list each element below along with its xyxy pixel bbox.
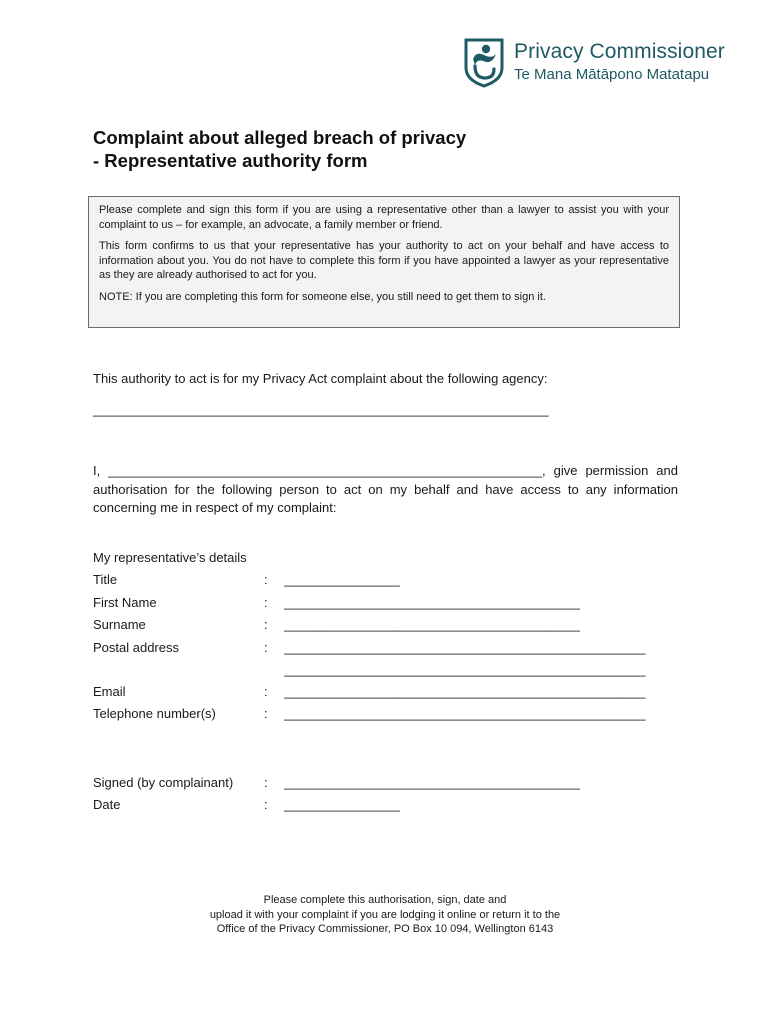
footer-instructions [0, 893, 770, 937]
surname-label: Surname [93, 617, 146, 632]
title-line-2: - Representative authority form [93, 150, 368, 171]
signed-colon: : [264, 775, 268, 790]
instructions-paragraph-2: This form confirms to us that your representative has your authority to act on your behalf and have access to information about you. You do not have to complete this form if you have appointed a lawyer as your representative as they are already authorised to act for you. [99, 240, 669, 281]
footer-line-3: Office of the Privacy Commissioner, PO Box 10 094, Wellington 6143 [216, 923, 554, 935]
agency-input-line[interactable]: _______________________________________________________________ [93, 402, 549, 417]
telephone-field-line[interactable]: __________________________________________________ [284, 706, 646, 721]
instructions-paragraph-1: Please complete and sign this form if you are using a representative other than a lawyer to assist you with your complaint to us – for example, an advocate, a family member or friend. [99, 204, 669, 231]
telephone-label: Telephone number(s) [93, 706, 216, 721]
date-label: Date [93, 797, 121, 812]
page-title [93, 126, 466, 172]
signature-field-line[interactable]: _________________________________________ [284, 775, 581, 790]
authorisation-text: , give permission and authorisation for the following person to act on my behalf and have access to any information concerning me in respect of my complaint: [93, 463, 678, 515]
title-label: Title [93, 572, 118, 587]
signed-label: Signed (by complainant) [93, 775, 234, 790]
postal-address-field-line-2[interactable]: __________________________________________________ [284, 662, 646, 677]
postal-address-colon: : [264, 640, 268, 655]
title-field-line[interactable]: ________________ [284, 572, 400, 587]
authorisation-prefix: I, [93, 463, 101, 478]
footer-line-2: upload it with your complaint if you are lodging it online or return it to the [209, 908, 561, 921]
first-name-field-line[interactable]: _________________________________________ [284, 595, 581, 610]
footer-line-1: Please complete this authorisation, sign, date and [263, 894, 507, 906]
postal-address-label: Postal address [93, 640, 179, 655]
instructions-note: NOTE: If you are completing this form for someone else, you still need to get them to sign it. [99, 290, 546, 303]
representative-heading: My representative’s details [93, 550, 247, 565]
postal-address-field-line-1[interactable]: __________________________________________________ [284, 640, 646, 655]
instructions-box [88, 196, 680, 328]
first-name-label: First Name [93, 595, 157, 610]
email-field-line[interactable]: __________________________________________________ [284, 684, 646, 699]
org-subtitle: Te Mana Mātāpono Matatapu [514, 66, 710, 83]
complainant-name-line[interactable]: ____________________________________________________________ [108, 463, 543, 478]
first-name-colon: : [264, 595, 268, 610]
date-colon: : [264, 797, 268, 812]
org-logo [462, 34, 732, 92]
authorisation-paragraph [93, 462, 678, 518]
surname-colon: : [264, 617, 268, 632]
email-label: Email [93, 684, 126, 699]
surname-field-line[interactable]: _________________________________________ [284, 617, 581, 632]
date-field-line[interactable]: ________________ [284, 797, 400, 812]
agency-prompt: This authority to act is for my Privacy Act complaint about the following agency: [93, 371, 548, 386]
org-name: Privacy Commissioner [514, 40, 725, 63]
title-colon: : [264, 572, 268, 587]
telephone-colon: : [264, 706, 268, 721]
privacy-commissioner-logo-icon [462, 34, 506, 88]
title-line-1: Complaint about alleged breach of privacy [93, 127, 467, 148]
email-colon: : [264, 684, 268, 699]
